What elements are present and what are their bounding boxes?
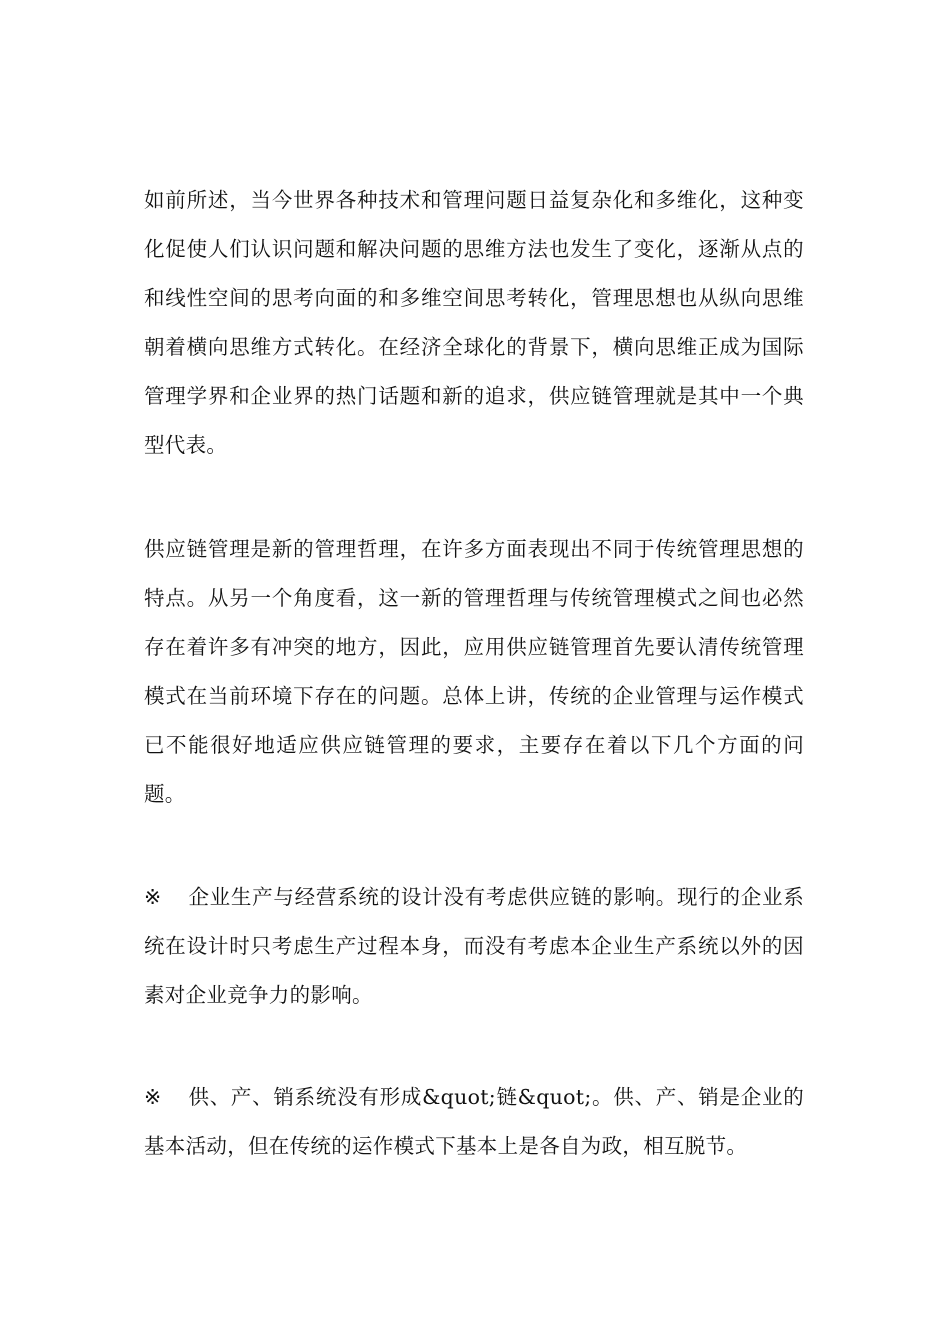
bullet-item xyxy=(144,873,804,1020)
reference-mark-icon: ※ xyxy=(144,1085,162,1109)
paragraph-intro: 如前所述，当今世界各种技术和管理问题日益复杂化和多维化，这种变化促使人们认识问题和解决问题的思维方法也发生了变化，逐渐从点的和线性空间的思考向面的和多维空间思考转化，管理思想也从纵向思维朝着横向思维方式转化。在经济全球化的背景下，横向思维正成为国际管理学界和企业界的热门话题和新的追求，供应链管理就是其中一个典型代表。 xyxy=(144,188,804,457)
bullet-item xyxy=(144,1073,804,1171)
bullet-text: 供、产、销系统没有形成&quot;链&quot;。供、产、销是企业的基本活动，但在传统的运作模式下基本上是各自为政，相互脱节。 xyxy=(144,1085,804,1158)
bullet-text: 企业生产与经营系统的设计没有考虑供应链的影响。现行的企业系统在设计时只考虑生产过程本身，而没有考虑本企业生产系统以外的因素对企业竞争力的影响。 xyxy=(144,885,804,1007)
reference-mark-icon: ※ xyxy=(144,885,162,909)
paragraph-problems: 供应链管理是新的管理哲理，在许多方面表现出不同于传统管理思想的特点。从另一个角度看，这一新的管理哲理与传统管理模式之间也必然存在着许多有冲突的地方，因此，应用供应链管理首先要认清传统管理模式在当前环境下存在的问题。总体上讲，传统的企业管理与运作模式已不能很好地适应供应链管理的要求，主要存在着以下几个方面的问题。 xyxy=(144,537,804,806)
